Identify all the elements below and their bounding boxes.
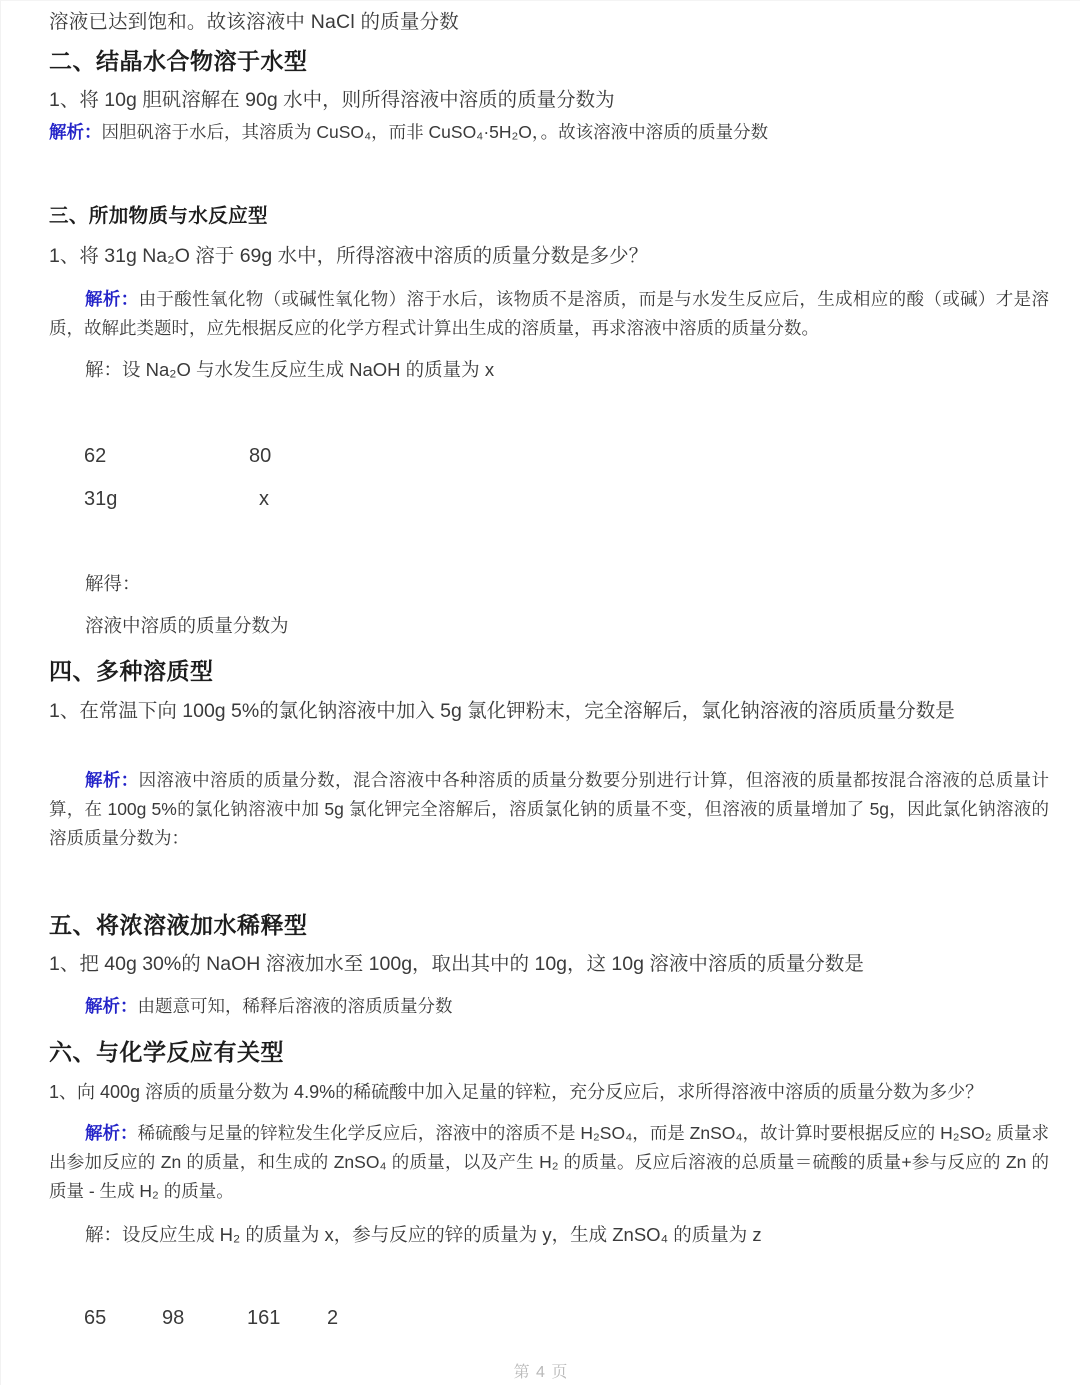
analysis-tag: 解析： xyxy=(85,289,139,309)
equation-cell: x xyxy=(259,488,269,510)
analysis-body: 因溶液中溶质的质量分数，混合溶液中各种溶质的质量分数要分别进行计算，但溶液的质量都按混合溶液的总质量计算，在 100g 5%的氯化钠溶液中加 5g 氯化钾完全溶解后，溶质氯化钠的质量不变，但溶液的质量增加了 5g，因此氯化钠溶液的溶质质量分数为： xyxy=(49,770,1049,848)
section-6-analysis xyxy=(49,1119,1049,1206)
section-4-question: 1、在常温下向 100g 5%的氯化钠溶液中加入 5g 氯化钾粉末，完全溶解后，氯化钠溶液的溶质质量分数是 xyxy=(49,700,955,722)
analysis-tag: 解析： xyxy=(85,996,138,1016)
top-continuation-text: 溶液已达到饱和。故该溶液中 NaCl 的质量分数 xyxy=(49,11,459,33)
analysis-tag: 解析： xyxy=(49,122,102,142)
section-3-question: 1、将 31g Na₂O 溶于 69g 水中，所得溶液中溶质的质量分数是多少？ xyxy=(49,245,649,267)
section-2-analysis xyxy=(49,118,1051,147)
analysis-body: 由于酸性氧化物（或碱性氧化物）溶于水后，该物质不是溶质，而是与水发生反应后，生成相应的酸（或碱）才是溶质，故解此类题时，应先根据反应的化学方程式计算出生成的溶质量，再求溶液中溶质的质量分数。 xyxy=(49,289,1049,338)
analysis-body: 由题意可知，稀释后溶液的溶质质量分数 xyxy=(137,996,453,1016)
section-3-equation-row-1 xyxy=(49,441,549,471)
section-5-question: 1、把 40g 30%的 NaOH 溶液加水至 100g，取出其中的 10g，这 10g 溶液中溶质的质量分数是 xyxy=(49,953,864,975)
page-number-footer: 第 4 页 xyxy=(513,1364,569,1381)
section-heading-4: 四、多种溶质型 xyxy=(49,658,214,684)
section-3-solve-line: 解：设 Na₂O 与水发生反应生成 NaOH 的质量为 x xyxy=(85,359,495,380)
section-6-question: 1、向 400g 溶质的质量分数为 4.9%的稀硫酸中加入足量的锌粒，充分反应后，求所得溶液中溶质的质量分数为多少？ xyxy=(49,1082,984,1102)
section-heading-6: 六、与化学反应有关型 xyxy=(49,1039,284,1065)
equation-cell: 2 xyxy=(327,1307,339,1329)
section-heading-2: 二、结晶水合物溶于水型 xyxy=(49,48,308,74)
section-6-equation-row-1 xyxy=(49,1303,649,1333)
analysis-tag: 解析： xyxy=(85,770,139,790)
analysis-body: 因胆矾溶于水后，其溶质为 CuSO₄，而非 CuSO₄·5H₂O，。故该溶液中溶质的质量分数 xyxy=(101,122,769,142)
section-2-question: 1、将 10g 胆矾溶解在 90g 水中，则所得溶液中溶质的质量分数为 xyxy=(49,89,615,111)
section-5-analysis xyxy=(85,992,1051,1021)
equation-cell: 80 xyxy=(249,445,272,467)
equation-cell: 62 xyxy=(84,445,107,467)
equation-cell: 31g xyxy=(84,488,118,510)
section-heading-3: 三、所加物质与水反应型 xyxy=(49,205,268,227)
section-4-analysis xyxy=(49,766,1049,853)
section-3-result-label: 解得： xyxy=(85,573,141,594)
section-3-result-line: 溶液中溶质的质量分数为 xyxy=(85,615,289,636)
analysis-body: 稀硫酸与足量的锌粒发生化学反应后，溶液中的溶质不是 H₂SO₄，而是 ZnSO₄，故计算时要根据反应的 H₂SO₂ 质量求出参加反应的 Zn 的质量，和生成的 ZnSO₄ 的质量，以及产生 H₂ 的质量。反应后溶液的总质量＝硫酸的质量+参与反应的 Zn 的质量 - 生成 H₂ 的质量。 xyxy=(49,1123,1050,1201)
analysis-tag: 解析： xyxy=(85,1123,138,1143)
section-3-analysis xyxy=(49,285,1049,343)
equation-cell: 98 xyxy=(162,1307,185,1329)
section-heading-5: 五、将浓溶液加水稀释型 xyxy=(49,912,308,938)
equation-cell: 65 xyxy=(84,1307,107,1329)
section-6-solve-line: 解：设反应生成 H₂ 的质量为 x，参与反应的锌的质量为 y，生成 ZnSO₄ 的质量为 z xyxy=(85,1224,762,1245)
section-3-equation-row-2 xyxy=(49,484,549,514)
equation-cell: 161 xyxy=(247,1307,281,1329)
